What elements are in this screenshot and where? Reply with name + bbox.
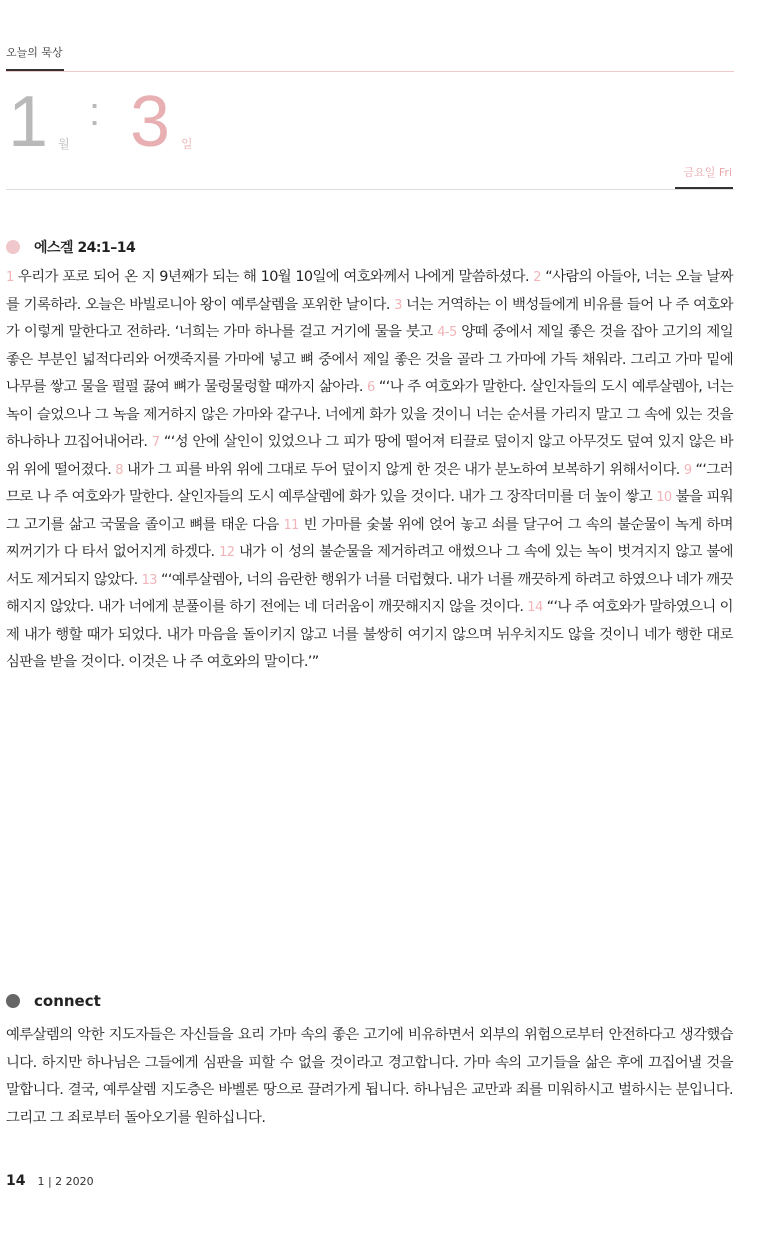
verse-text: 내가 그 피를 바위 위에 그대로 두어 덮이지 않게 한 것은 내가 분노하여 보복하기 위해서이다.	[122, 461, 684, 478]
date-day-unit: 일	[181, 137, 193, 151]
verse-number: 6	[367, 380, 375, 395]
verse-text: “‘나 주 여호와가 말하였으니 이제 내가 행할 때가 되었다. 내가 마음을 돌이키지 않고 너를 불쌍히 여기지 않으며 뉘우치지도 않을 것이니 네가 행한 대로 심판을 받을 것이다. 이것은 나 주 여호와의 말이다.’”	[6, 599, 733, 670]
scripture-body	[6, 264, 733, 677]
date-month: 1	[8, 82, 49, 162]
verse-text: 우리가 포로 되어 온 지 9년째가 되는 해 10월 10일에 여호와께서 나에게 말씀하셨다.	[13, 269, 534, 285]
verse-number: 11	[283, 517, 299, 533]
verse-text: 내가 이 성의 불순물을 제거하려고 애썼으나 그 속에 있는 녹이 벗겨지지 않고 불에서도 제거되지 않았다.	[6, 544, 733, 588]
verse-text: “‘예루살렘아, 너의 음란한 행위가 너를 더럽혔다. 내가 너를 깨끗하게 하려고 하였으나 네가 깨끗해지지 않았다. 내가 너에게 분풀이를 하기 전에는 네 더러움이 깨끗해지지 않을 것이다.	[6, 571, 733, 615]
verse-text: “사람의 아들아, 너는 오늘 날짜를 기록하라. 오늘은 바빌로니아 왕이 예루살렘을 포위한 날이다.	[6, 269, 733, 313]
verse-text: 불을 피워 그 고기를 삶고 국물을 졸이고 뼈를 태운 다음	[6, 489, 734, 533]
verse-text: 양떼 중에서 제일 좋은 것을 잡아 고기의 제일 좋은 부분인 넓적다리와 어깻죽지를 가마에 넣고 뼈 중에서 제일 좋은 것을 골라 그 가마에 가득 채워라. 그리고 가마 밑에 나무를 쌓고 물을 펄펄 끓여 뼈가 물렁물렁할 때까지 삶아라.	[6, 324, 733, 395]
issue-label: 1 | 2 2020	[37, 1175, 94, 1188]
weekday: 금요일 Fri	[683, 166, 732, 179]
header-rule	[6, 71, 734, 72]
connect-body: 예루살렘의 악한 지도자들은 자신들을 요리 가마 속의 좋은 고기에 비유하면서 외부의 위험으로부터 안전하다고 생각했습니다. 하지만 하나님은 그들에게 심판을 피할 수 없을 것이라고 경고합니다. 가마 속의 고기들을 삶은 후에 끄집어낼 것을 말합니다. 결국, 예루살렘 지도층은 바벨론 땅으로 끌려가게 됩니다. 하나님은 교만과 죄를 미워하시고 벌하시는 분입니다. 그리고 그 죄로부터 돌아오기를 원하십니다.	[6, 1027, 733, 1126]
date-day: 3	[130, 82, 171, 162]
verse-number: 14	[527, 600, 543, 615]
date-separator: :	[89, 90, 101, 134]
verse-number: 9	[683, 462, 692, 478]
verse-number: 2	[533, 270, 541, 285]
verse-number: 10	[656, 490, 672, 505]
date-rule	[6, 189, 734, 190]
verse-text: 빈 가마를 숯불 위에 얹어 놓고 쇠를 달구어 그 속의 불순물이 녹게 하며 찌꺼기가 다 타서 없어지게 하겠다.	[6, 516, 733, 560]
verse-number: 12	[219, 545, 235, 560]
scripture-heading	[6, 237, 135, 257]
verse-number: 8	[115, 462, 123, 478]
footer	[6, 1173, 94, 1189]
verse-number: 7	[151, 435, 160, 450]
verse-number: 13	[141, 572, 157, 588]
verse-number: 3	[394, 297, 402, 313]
gray-dot-icon	[6, 994, 20, 1008]
scripture-reference: 에스겔 24:1–14	[34, 240, 136, 256]
header-label: 오늘의 묵상	[6, 46, 63, 59]
verse-text: “‘성 안에 살인이 있었으나 그 피가 땅에 떨어져 티끌로 덮이지 않고 아무것도 덮여 있지 않은 바위 위에 떨어졌다.	[6, 434, 733, 478]
connect-heading	[6, 992, 101, 1010]
page-number: 14	[6, 1173, 26, 1189]
pink-dot-icon	[6, 240, 20, 254]
connect-title: connect	[34, 992, 101, 1010]
verse-number: 4-5	[437, 325, 457, 340]
date-month-unit: 월	[58, 137, 70, 151]
verse-number: 1	[6, 270, 14, 285]
verse-text: “‘그러므로 나 주 여호와가 말한다. 살인자들의 도시 예루살렘에 화가 있을 것이다. 내가 그 장작더미를 더 높이 쌓고	[6, 461, 733, 505]
verse-text: 너는 거역하는 이 백성들에게 비유를 들어 나 주 여호와가 이렇게 말한다고 전하라. ‘너희는 가마 하나를 걸고 거기에 물을 붓고	[6, 296, 733, 340]
verse-text: “‘나 주 여호와가 말한다. 살인자들의 도시 예루살렘아, 너는 녹이 슬었으나 그 녹을 제거하지 않은 가마와 같구나. 너에게 화가 있을 것이니 너는 순서를 가리지 말고 그 속에 있는 것을 하나하나 끄집어내어라.	[6, 379, 733, 450]
